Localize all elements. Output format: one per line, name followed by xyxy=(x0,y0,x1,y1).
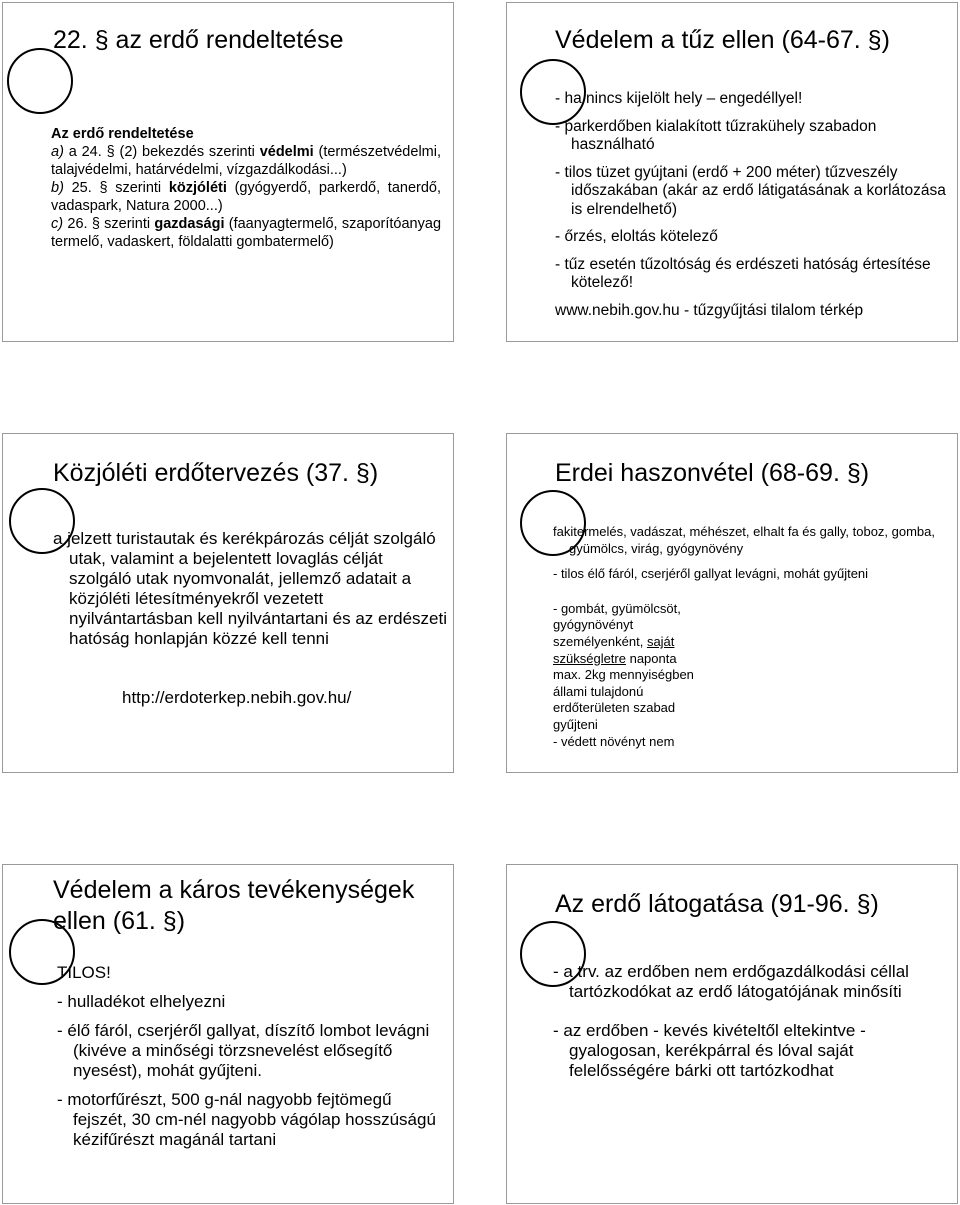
list-item: fakitermelés, vadászat, méhészet, elhalt fa és gally, toboz, gomba, gyümölcs, virág, gyógynövény xyxy=(553,524,936,556)
bullet-circle-icon xyxy=(9,488,75,554)
list-item: - a trv. az erdőben nem erdőgazdálkodási céllal tartózkodókat az erdő látogatójának minősíti xyxy=(553,962,909,1001)
list-item: szükségletre naponta xyxy=(553,650,677,666)
bullet-circle-icon xyxy=(520,921,586,987)
list-item: - őrzés, eloltás kötelező xyxy=(555,228,718,245)
slide-title: Erdei haszonvétel (68-69. §) xyxy=(555,459,870,487)
list-item: - az erdőben - kevés kivételtől eltekintve - gyalogosan, kerékpárral és lóval saját felelősségére bárki ott tartózkodhat xyxy=(553,1021,866,1080)
slide-title: Védelem a káros tevékenységek ellen (61. §) xyxy=(53,876,415,935)
item-a: a) a 24. § (2) bekezdés szerinti védelmi (természetvédelmi, talajvédelmi, határvédelmi, vízgazdálkodási...) xyxy=(51,144,441,178)
list-item: max. 2kg mennyiségben xyxy=(553,667,694,683)
slide-body xyxy=(555,90,950,320)
slide-title: Védelem a tűz ellen (64-67. §) xyxy=(555,26,890,54)
map-link[interactable]: http://erdoterkep.nebih.gov.hu/ xyxy=(122,688,352,707)
slide-title: Közjóléti erdőtervezés (37. §) xyxy=(53,459,379,487)
slide-erdo-latogatasa xyxy=(506,864,958,1204)
slide-erdei-haszonvetel xyxy=(506,433,958,773)
list-item: személyenként, saját xyxy=(553,633,675,649)
list-item: - tilos tüzet gyújtani (erdő + 200 méter) tűzveszély időszakában (akár az erdő látigatásának a korlátozása is elrendelhető) xyxy=(555,163,946,218)
list-item: - parkerdőben kialakított tűzrakühely szabadon használható xyxy=(555,117,877,153)
slide-body xyxy=(53,529,448,708)
list-item: - hulladékot elhelyezni xyxy=(57,992,226,1011)
bullet-circle-icon xyxy=(7,48,73,114)
slide-body xyxy=(57,963,442,1150)
list-item: - védett növényt nem xyxy=(553,733,675,749)
item-c: c) 26. § szerinti gazdasági (faanyagtermelő, szaporítóanyag termelő, vadaskert, földalatti gombatermelő) xyxy=(51,216,442,250)
bullet-circle-icon xyxy=(9,919,75,985)
item-marker: b) xyxy=(51,180,64,196)
slide-title: 22. § az erdő rendeltetése xyxy=(53,26,344,54)
list-item: gyógynövényt xyxy=(553,617,634,633)
item-marker: a) xyxy=(51,144,64,160)
underlined-text: szükségletre xyxy=(553,650,626,666)
list-item: állami tulajdonú xyxy=(553,683,644,699)
bullet-circle-icon xyxy=(520,490,586,556)
slide-kozjoleti-erdotervezes xyxy=(2,433,454,773)
paragraph: a jelzett turistautak és kerékpározás célját szolgáló utak, valamint a bejelentett lovaglás célját szolgáló utak nyomvonalát, jellemző adatait a közjóléti létesítményekről vezetett nyilvántartásban kell nyilvántartani és az erdészeti hatóság honlapján közzé kell tenni xyxy=(53,529,447,648)
list-item: erdőterületen szabad xyxy=(553,700,676,716)
section-heading: Az erdő rendeltetése xyxy=(51,126,194,142)
underlined-text: saját xyxy=(646,633,675,649)
bullet-circle-icon xyxy=(520,59,586,125)
list-item: - motorfűrészt, 500 g-nál nagyobb fejtömegű fejszét, 30 cm-nél nagyobb vágólap hosszúságú kézifűrészt magánál tartani xyxy=(57,1090,436,1149)
item-marker: c) xyxy=(51,216,64,232)
list-item: - ha nincs kijelölt hely – engedéllyel! xyxy=(555,90,803,107)
slide-erdo-rendeltetese xyxy=(2,2,454,342)
list-item: - gombát, gyümölcsöt, xyxy=(553,600,681,616)
slide-body xyxy=(51,125,441,251)
item-b: b) 25. § szerinti közjóléti (gyógyerdő, parkerdő, tanerdő, vadaspark, Natura 2000...) xyxy=(51,180,442,214)
list-item: - élő fáról, cserjéről gallyat, díszítő lombot levágni (kivéve a minőségi törzsnevelést elősegítő nyesést), mohát gyűjteni. xyxy=(57,1021,430,1080)
slide-body xyxy=(553,524,948,750)
slide-tuz-elleni-vedelem xyxy=(506,2,958,342)
list-item: TILOS! xyxy=(57,963,111,982)
slide-title: Az erdő látogatása (91-96. §) xyxy=(555,890,879,918)
slide-body xyxy=(553,962,938,1081)
list-item: - tűz esetén tűzoltóság és erdészeti hatóság értesítése kötelező! xyxy=(555,255,931,291)
list-item: gyűjteni xyxy=(553,716,598,732)
slide-karos-tevekenysegek xyxy=(2,864,454,1204)
web-reference: www.nebih.gov.hu - tűzgyűjtási tilalom térkép xyxy=(555,301,864,319)
collecting-rules xyxy=(553,601,948,750)
list-item: - tilos élő fáról, cserjéről gallyat levágni, mohát gyűjteni xyxy=(553,566,869,582)
